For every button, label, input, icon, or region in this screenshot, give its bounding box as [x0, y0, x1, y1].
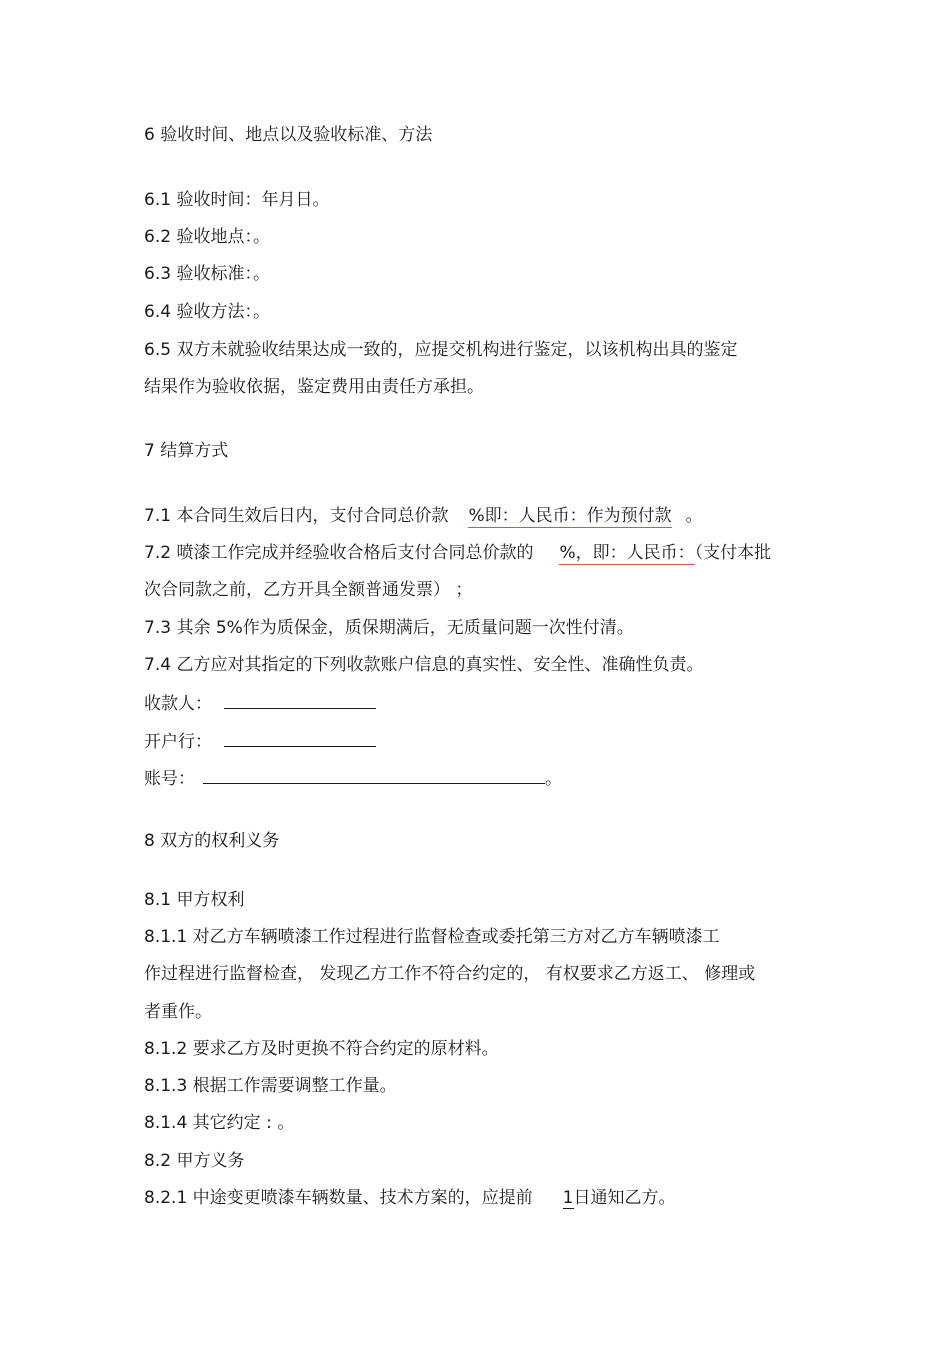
bank-row: [144, 730, 376, 753]
clause-8-2-1-end: 日通知乙方。: [573, 1188, 676, 1208]
clause-7-3: 7.3 其余 5%作为质保金，质保期满后，无质量问题一次性付清。: [144, 618, 634, 638]
bank-blank[interactable]: [224, 730, 376, 747]
section-8-title: 8 双方的权利义务: [144, 831, 280, 851]
section-7-title: 7 结算方式: [144, 441, 229, 461]
clause-6-5-line2: 结果作为验收依据，鉴定费用由责任方承担。: [144, 377, 484, 397]
clause-8-1-4: 8.1.4 其它约定 : 。: [144, 1113, 295, 1133]
clause-8-2: 8.2 甲方义务: [144, 1151, 245, 1171]
clause-6-3: 6.3 验收标准：。: [144, 264, 270, 284]
clause-8-1-1-line3: 者重作。: [144, 1002, 212, 1022]
clause-6-5-line1: 6.5 双方未就验收结果达成一致的，应提交机构进行鉴定，以该机构出具的鉴定: [144, 340, 738, 360]
clause-7-1-end: 。: [685, 506, 703, 526]
clause-8-1-1-line1: 8.1.1 对乙方车辆喷漆工作过程进行监督检查或委托第三方对乙方车辆喷漆工: [144, 927, 720, 947]
clause-8-1: 8.1 甲方权利: [144, 890, 245, 910]
payee-label: 收款人：: [144, 694, 212, 714]
clause-7-1-underlined: %即：人民币：作为预付款: [468, 506, 672, 526]
clause-8-2-1-text: 8.2.1 中途变更喷漆车辆数量、技术方案的，应提前: [144, 1188, 533, 1208]
section-6-title: 6 验收时间、地点以及验收标准、方法: [144, 125, 433, 145]
clause-8-1-2: 8.1.2 要求乙方及时更换不符合约定的原材料。: [144, 1039, 499, 1059]
clause-7-1-text: 7.1 本合同生效后日内，支付合同总价款: [144, 506, 449, 526]
account-end: 。: [545, 769, 562, 789]
clause-8-2-1: [144, 1187, 676, 1209]
account-row: [144, 767, 562, 790]
clause-8-1-3: 8.1.3 根据工作需要调整工作量。: [144, 1076, 397, 1096]
clause-7-1: [144, 505, 703, 527]
clause-7-2: [144, 542, 771, 564]
payee-row: [144, 692, 376, 715]
clause-8-2-1-days: 1: [562, 1188, 574, 1208]
clause-7-2-end: （支付本批: [694, 543, 772, 563]
clause-7-2-text: 7.2 喷漆工作完成并经验收合格后支付合同总价款的: [144, 543, 534, 563]
account-label: 账号：: [144, 769, 195, 789]
clause-7-2-line2: 次合同款之前，乙方开具全额普通发票） ；: [144, 580, 473, 600]
clause-6-4: 6.4 验收方法：。: [144, 302, 270, 322]
clause-6-1: 6.1 验收时间：年月日。: [144, 190, 330, 210]
payee-blank[interactable]: [224, 692, 376, 709]
account-blank[interactable]: [203, 767, 545, 784]
clause-7-4: 7.4 乙方应对其指定的下列收款账户信息的真实性、安全性、准确性负责。: [144, 655, 704, 675]
clause-7-2-underlined: %，即：人民币：: [559, 543, 695, 563]
clause-8-1-1-line2: 作过程进行监督检查， 发现乙方工作不符合约定的， 有权要求乙方返工、 修理或: [144, 964, 756, 984]
bank-label: 开户行：: [144, 732, 212, 752]
clause-6-2: 6.2 验收地点：。: [144, 227, 270, 247]
